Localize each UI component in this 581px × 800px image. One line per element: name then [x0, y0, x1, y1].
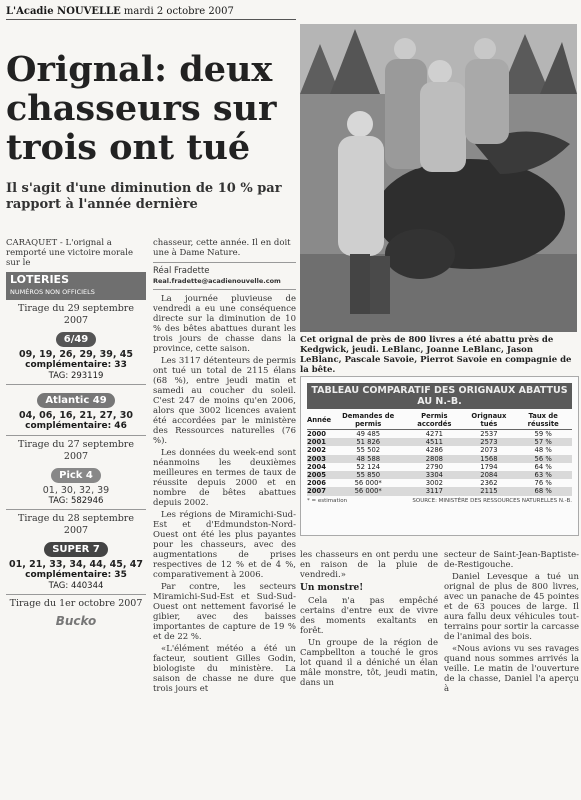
article-col-b: [153, 238, 296, 696]
cell-killed: 2573: [463, 438, 514, 446]
subhead: Il s'agit d'une diminution de 10 % par rapport à l'année dernière: [6, 181, 282, 212]
draw-numbers: 01, 21, 33, 34, 44, 45, 47: [8, 559, 144, 570]
cell-rate: 56 %: [514, 455, 572, 463]
draw-tag: TAG: 440344: [48, 581, 104, 591]
draw-complementary: complémentaire: 33: [25, 360, 127, 370]
draw-tag: TAG: 582946: [48, 496, 104, 506]
lottery-title: LOTERIES: [10, 273, 69, 286]
lottery-subtitle: NUMÉROS NON OFFICIELS: [10, 288, 95, 296]
lottery-header: [6, 272, 146, 300]
cell-permits: 4511: [405, 438, 463, 446]
atlantic-49-logo: Atlantic 49: [37, 393, 114, 408]
cell-year: 2002: [307, 446, 326, 455]
col-header: Demandes de permis: [331, 411, 405, 430]
draw-numbers: 01, 30, 32, 39: [42, 485, 110, 496]
pick-4-logo: Pick 4: [51, 468, 101, 483]
headline: Orignal: deux chasseurs sur trois ont tué: [6, 49, 277, 168]
table-row: [307, 471, 572, 479]
col-header: Taux de réussite: [514, 411, 572, 430]
draw-complementary: complémentaire: 46: [25, 421, 127, 431]
lottery-box: [6, 272, 146, 676]
draw-super7: [6, 510, 146, 595]
draw-date: Tirage du 29 septembre 2007: [18, 303, 134, 326]
paragraph: Daniel Levesque a tué un orignal de plus de 800 livres, avec un panache de 45 pointes et de 63 pouces de large. Il aura fallu deux véhicules tout-terrains pour sortir la carcasse de l'animal des bois.: [444, 572, 579, 642]
table-footer: [307, 498, 572, 504]
cell-rate: 76 %: [534, 479, 552, 488]
photo-caption: Cet orignal de près de 800 livres a été abattu près de Kedgwick, jeudi. LeBlanc, Joanne LeBlanc, Jason LeBlanc, Pascale Savoie, Pierrot Savoie en compagnie de la bête.: [300, 335, 572, 375]
cell-year: 2006: [307, 479, 326, 488]
cell-permits: 3002: [425, 479, 443, 488]
cell-killed: 2537: [480, 430, 498, 438]
paper-name: L'Acadie NOUVELLE: [6, 6, 121, 17]
cell-rate: 59 %: [534, 430, 552, 438]
paragraph: Les 3117 détenteurs de permis ont tué un total de 2115 élans (68 %), entre jeudi matin et samedi au coucher du soleil. C'est 247 de moins qu'en 2006, alors que 3002 licences avaient été accordées par le ministère des Ressources naturelles (76 %).: [153, 356, 296, 446]
paragraph: Les régions de Miramichi-Sud-Est et d'Edmundston-Nord-Ouest ont été les plus payantes pour les chasseurs, avec des augmentations de prises respectives de 12 % et de 4 %, comparativement à 2006.: [153, 510, 296, 580]
bucko-logo: Bucko: [55, 614, 97, 628]
table-row: [307, 438, 572, 446]
table-header-row: [307, 411, 572, 430]
table-row: [307, 463, 572, 471]
paragraph: les chasseurs en ont perdu une en raison de la pluie de vendredi.»: [300, 550, 438, 580]
table-row: [307, 430, 572, 439]
lotto-649-logo: 6/49: [56, 332, 97, 347]
cell-killed: 2073: [480, 446, 498, 455]
draw-649: [6, 300, 146, 385]
cell-requests: 56 000*: [331, 487, 405, 495]
cell-rate: 63 %: [514, 471, 572, 479]
cell-rate: 57 %: [514, 438, 572, 446]
cell-rate: 64 %: [534, 462, 552, 471]
cell-year: 2004: [307, 462, 326, 471]
draw-date: Tirage du 27 septembre 2007: [18, 439, 134, 462]
draw-oct1: [6, 595, 146, 631]
masthead: [6, 6, 296, 20]
cell-permits: 2790: [425, 462, 443, 471]
cell-killed: 2362: [480, 479, 498, 488]
cell-year: 2007: [307, 487, 331, 495]
draw-date: Tirage du 28 septembre 2007: [18, 513, 134, 536]
table-row: [307, 446, 572, 454]
byline-email: Real.fradette@acadienouvelle.com: [153, 276, 296, 290]
table-row: [307, 479, 572, 487]
cell-permits: 3304: [405, 471, 463, 479]
hunters-moose-illustration: [300, 24, 577, 332]
lead-col-b: chasseur, cette année. Il en doit une à Dame Nature.: [153, 238, 291, 258]
table-row: [307, 455, 572, 463]
paragraph: «L'élément météo a été un facteur, soutient Gilles Godin, biologiste du ministère. La saison de chasse ne dure que trois jours et: [153, 644, 296, 694]
draw-tag: TAG: 293119: [48, 371, 104, 381]
table-footnote: * = estimation: [307, 497, 348, 504]
paragraph: Les données du week-end sont néanmoins les deuxièmes meilleures en termes de taux de réussite depuis 2000 et en nombre de bêtes abattues depuis 2002.: [153, 448, 296, 508]
draw-pick4: [6, 436, 146, 510]
paragraph: «Nous avions vu ses ravages quand nous sommes arrivés la veille. Le matin de l'ouverture de la chasse, Daniel l'a aperçu à: [444, 644, 579, 694]
paragraph: Un groupe de la région de Campbellton a touché le gros lot quand il a déniché un élan mâle monstre, tôt, jeudi matin, dans un: [300, 638, 438, 688]
cell-killed: 1568: [463, 455, 514, 463]
col-header: Orignaux tués: [463, 411, 514, 430]
cell-requests: 55 502: [356, 446, 381, 455]
draw-numbers: 04, 06, 16, 21, 27, 30: [19, 410, 133, 421]
cell-killed: 1794: [480, 462, 498, 471]
cell-requests: 48 588: [331, 455, 405, 463]
draw-complementary: complémentaire: 35: [25, 570, 127, 580]
cell-year: 2003: [307, 455, 331, 463]
paragraph: Par contre, les secteurs Miramichi-Sud-Est et Sud-Sud-Ouest ont nettement favorisé le gibier, avec des baisses importantes de capture de 19 % et de 22 %.: [153, 582, 296, 642]
col-header: Année: [307, 411, 331, 430]
cell-requests: 55 850: [331, 471, 405, 479]
cell-requests: 52 124: [356, 462, 381, 471]
paragraph: secteur de Saint-Jean-Baptiste-de-Restigouche.: [444, 550, 579, 570]
cell-requests: 51 826: [331, 438, 405, 446]
draw-date: Tirage du 1er octobre 2007: [9, 598, 143, 609]
draw-numbers: 09, 19, 26, 29, 39, 45: [19, 349, 133, 360]
table-row: [307, 487, 572, 495]
cell-year: 2000: [307, 430, 326, 438]
article-col-d: [444, 550, 579, 696]
cell-killed: 2115: [463, 487, 514, 495]
cell-permits: 3117: [405, 487, 463, 495]
cell-year: 2005: [307, 471, 331, 479]
draw-atlantic49: [6, 385, 146, 436]
paragraph: Cela n'a pas empêché certains d'entre eux de vivre des moments exaltants en forêt.: [300, 596, 438, 636]
cell-year: 2001: [307, 438, 331, 446]
stats-table: [307, 411, 572, 496]
byline-author: Réal Fradette: [153, 262, 296, 276]
cell-killed: 2084: [463, 471, 514, 479]
intertitle: Un monstre!: [300, 583, 364, 593]
paragraph: La journée pluvieuse de vendredi a eu une conséquence directe sur la diminution de 10 % des bêtes abattues durant les trois jours de chasse dans la province, cette saison.: [153, 294, 296, 354]
cell-requests: 49 485: [356, 430, 381, 438]
lead-col-a: CARAQUET - L'orignal a remporté une victoire morale sur le: [6, 238, 133, 268]
super-7-logo: SUPER 7: [44, 542, 108, 557]
issue-date: mardi 2 octobre 2007: [123, 6, 234, 17]
cell-permits: 2808: [405, 455, 463, 463]
moose-stats-table: [300, 376, 579, 536]
col-header: Permis accordés: [405, 411, 463, 430]
cell-permits: 4271: [425, 430, 443, 438]
cell-requests: 56 000*: [354, 479, 382, 488]
cell-permits: 4286: [425, 446, 443, 455]
table-source: SOURCE: MINISTÈRE DES RESSOURCES NATURELLES N.-B.: [412, 497, 572, 504]
article-col-c: [300, 550, 438, 690]
cell-rate: 68 %: [514, 487, 572, 495]
table-title: TABLEAU COMPARATIF DES ORIGNAUX ABATTUS AU N.-B.: [307, 383, 572, 409]
cell-rate: 48 %: [534, 446, 552, 455]
hunters-photo: [300, 24, 577, 332]
